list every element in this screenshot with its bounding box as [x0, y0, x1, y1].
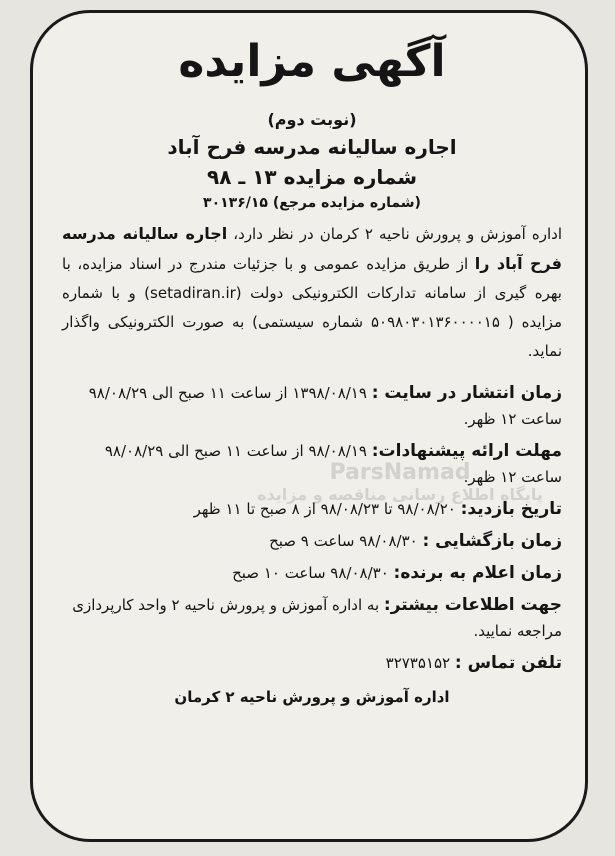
schedule-label: زمان اعلام به برنده:	[393, 563, 562, 583]
intro-part-3: و با شماره مزایده ( ۵۰۹۸۰۳۰۱۳۶۰۰۰۰۱۵ شماره سیستمی) به صورت الکترونیکی واگذار نماید.	[62, 284, 562, 360]
schedule-label: مهلت ارائه پیشنهادات:	[371, 441, 562, 461]
watermark-brand: ParsNamad	[329, 460, 471, 485]
issuer-signature: اداره آموزش و پرورش ناحیه ۲ کرمان	[174, 688, 450, 706]
schedule-row-visit	[62, 496, 562, 522]
schedule-label: تلفن تماس :	[454, 653, 562, 673]
intro-bold: اجاره سالیانه مدرسه فرح آباد را	[62, 224, 562, 273]
schedule-label: زمان بازگشایی :	[422, 531, 562, 551]
schedule-row-publish	[62, 380, 562, 432]
schedule-value: به اداره آموزش و پرورش ناحیه ۲ واحد کارپردازی مراجعه نمایید.	[72, 596, 562, 640]
auction-number: شماره مزایده ۱۳ ـ ۹۸	[207, 165, 417, 189]
schedule-row-phone	[62, 650, 562, 676]
schedule-label: جهت اطلاعات بیشتر:	[383, 595, 562, 615]
schedule-value: ۹۸/۰۸/۱۹ از ساعت ۱۱ صبح الی ۹۸/۰۸/۲۹ ساعت ۱۲ ظهر.	[104, 442, 562, 486]
notice-round: (نوبت دوم)	[267, 110, 357, 129]
schedule-row-deadline	[62, 438, 562, 490]
schedule-list	[62, 380, 562, 676]
schedule-value: ۹۸/۰۸/۳۰ ساعت ۱۰ صبح	[232, 564, 389, 582]
watermark-line: پایگاه اطلاع رسانی مناقصه و مزایده	[257, 485, 543, 504]
schedule-row-winner	[62, 560, 562, 586]
notice-title: آگهی مزایده	[178, 36, 446, 87]
reference-number: (شماره مزایده مرجع) ۳۰۱۳۶/۱۵	[203, 195, 421, 211]
intro-paragraph	[62, 219, 562, 366]
notice-content	[62, 22, 562, 706]
notice-subject: اجاره سالیانه مدرسه فرح آباد	[167, 135, 457, 159]
schedule-value: ۹۸/۰۸/۲۰ تا ۹۸/۰۸/۲۳ از ۸ صبح تا ۱۱ ظهر	[193, 500, 456, 518]
intro-site: (setadiran.ir)	[144, 284, 242, 302]
schedule-row-info	[62, 592, 562, 644]
intro-part-1: اداره آموزش و پرورش ناحیه ۲ کرمان در نظر دارد،	[233, 225, 563, 243]
schedule-value: ۳۲۷۳۵۱۵۲	[385, 654, 451, 672]
intro-part-2: از طریق مزایده عمومی و با جزئیات مندرج در اسناد مزایده، با بهره گیری از سامانه تدارکات الکترونیکی دولت	[62, 255, 562, 302]
schedule-value: ۹۸/۰۸/۳۰ ساعت ۹ صبح	[269, 532, 418, 550]
schedule-label: تاریخ بازدید:	[460, 499, 562, 519]
schedule-row-opening	[62, 528, 562, 554]
schedule-label: زمان انتشار در سایت :	[371, 383, 562, 403]
schedule-value: ۱۳۹۸/۰۸/۱۹ از ساعت ۱۱ صبح الی ۹۸/۰۸/۲۹ ساعت ۱۲ ظهر.	[88, 384, 562, 428]
